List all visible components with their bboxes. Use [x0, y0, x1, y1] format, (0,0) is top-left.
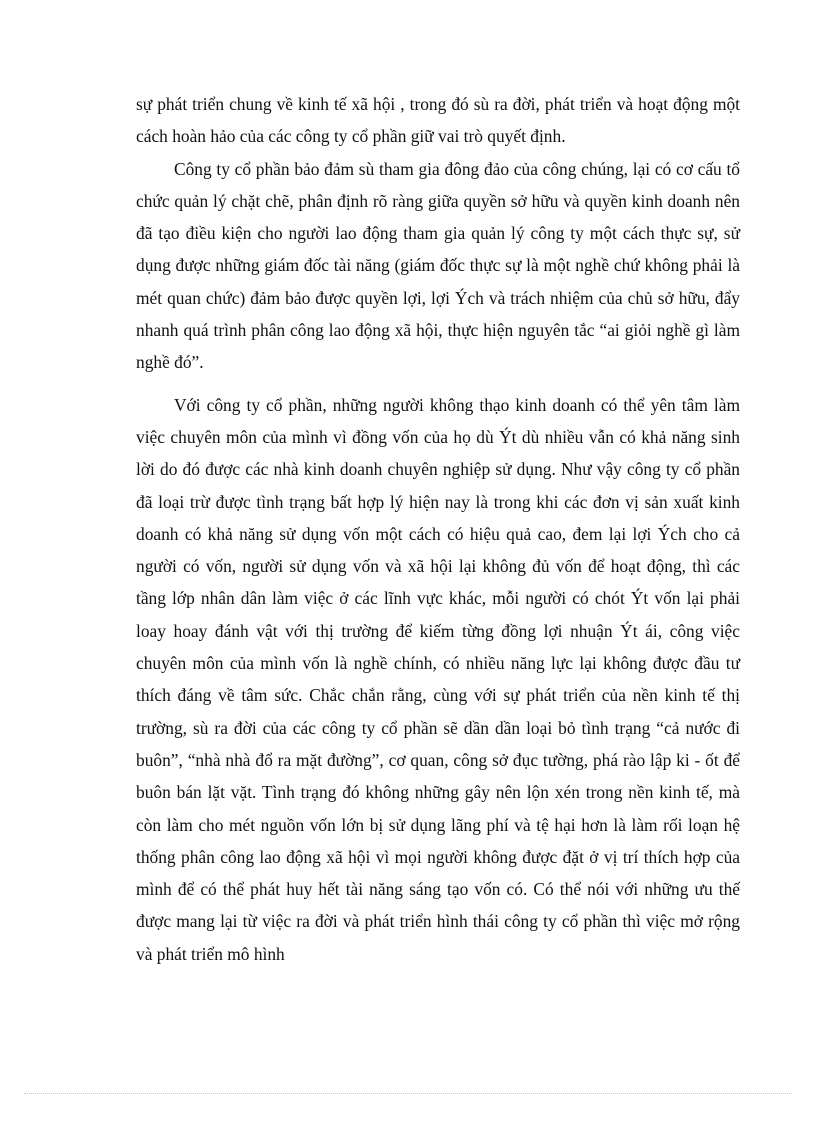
paragraph-investor-advantages: Với công ty cổ phần, những người không thạo kinh doanh có thể yên tâm làm việc chuyên môn của mình vì đồng vốn của họ dù Ýt dù nhiều vẫn có khả năng sinh lời do đó được các nhà kinh doanh chuyên nghiệp sử dụng. Như vậy công ty cổ phần đã loại trừ được tình trạng bất hợp lý hiện nay là trong khi các đơn vị sản xuất kinh doanh có khả năng sử dụng vốn một cách có hiệu quả cao, đem lại lợi Ých cho cả người có vốn, người sử dụng vốn và xã hội lại không đủ vốn để hoạt động, thì các tầng lớp nhân dân làm việc ở các lĩnh vực khác, mỗi người có chót Ýt vốn lại phải loay hoay đánh vật với thị trường để kiếm từng đồng lợi nhuận Ýt ái, công việc chuyên môn của mình vốn là nghề chính, có nhiều năng lực lại không được đầu tư thích đáng về tâm sức. Chắc chắn rằng, cùng với sự phát triển của nền kinh tế thị trường, sù ra đời của các công ty cổ phần sẽ dần dần loại bỏ tình trạng “cả nước đi buôn”, “nhà nhà đổ ra mặt đường”, cơ quan, công sở đục tường, phá rào lập ki - ốt để buôn bán lặt vặt. Tình trạng đó không những gây nên lộn xén trong nền kinh tế, mà còn làm cho mét nguồn vốn lớn bị sử dụng lãng phí và tệ hại hơn là làm rối loạn hệ thống phân công lao động xã hội vì mọi người không được đặt ở vị trí thích hợp của mình để có thể phát huy hết tài năng sáng tạo vốn có. Có thể nói với những ưu thế được mang lại từ việc ra đời và phát triển hình thái công ty cổ phần thì việc mở rộng và phát triển mô hình [136, 394, 740, 964]
footer-divider [24, 1093, 792, 1094]
document-body [136, 88, 740, 970]
paragraph-continuation: sự phát triển chung về kinh tế xã hội , trong đó sù ra đời, phát triển và hoạt động một cách hoàn hảo của các công ty cổ phần giữ vai trò quyết định. [136, 94, 740, 147]
paragraph-joint-stock-benefits: Công ty cổ phần bảo đảm sù tham gia đông đảo của công chúng, lại có cơ cấu tổ chức quản lý chặt chẽ, phân định rõ ràng giữa quyền sở hữu và quyền kinh doanh nên đã tạo điều kiện cho người lao động tham gia quản lý công ty một cách thực sự, sử dụng được những giám đốc tài năng (giám đốc thực sự là một nghề chứ không phải là mét quan chức) đảm bảo được quyền lợi, lợi Ých và trách nhiệm của chủ sở hữu, đẩy nhanh quá trình phân công lao động xã hội, thực hiện nguyên tắc “ai giỏi nghề gì làm nghề đó”. [136, 158, 740, 373]
